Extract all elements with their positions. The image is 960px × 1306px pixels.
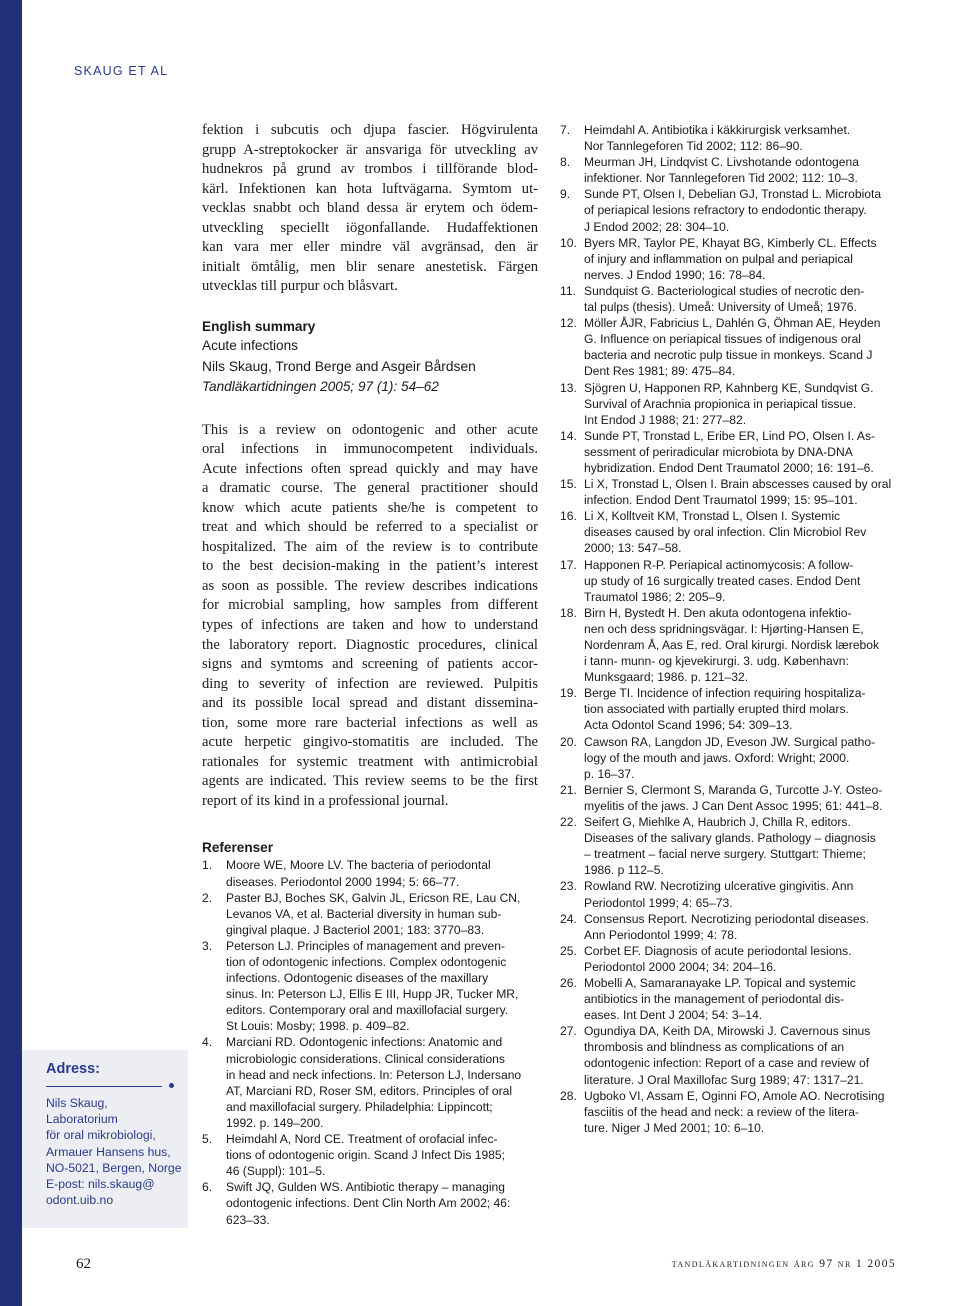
address-email-link[interactable]: E-post: nils.skaug@: [46, 1177, 155, 1192]
reference-line: tion of odontogenic infections. Complex odontogenic: [226, 955, 507, 969]
reference-number: 27.: [560, 1024, 577, 1039]
address-body: [46, 1095, 186, 1208]
reference-line: Berge TI. Incidence of infection requiring hospitaliza-: [584, 686, 866, 701]
body-line: utveckling speciellt iögonfallande. Hudaffektionen: [202, 219, 538, 236]
body-paragraph: [202, 121, 538, 297]
summary-authors: Nils Skaug, Trond Berge and Asgeir Bårdsen: [202, 358, 476, 374]
abstract-line: treat and which should be referred to a specialist or: [202, 519, 538, 536]
reference-line: Levanos VA, et al. Bacterial diversity in human sub-: [226, 906, 502, 921]
reference-item: [560, 734, 900, 782]
reference-line: Sundquist G. Bacteriological studies of necrotic den-: [584, 283, 865, 298]
reference-number: 28.: [560, 1088, 577, 1103]
reference-number: 5.: [202, 1132, 213, 1147]
reference-item: [560, 1088, 900, 1136]
body-line: kan vara mer eller mindre väl avgränsad, den är: [202, 239, 538, 255]
reference-item: [202, 1034, 538, 1131]
left-accent-bar: [0, 0, 22, 1306]
reference-line: Möller ÅJR, Fabricius L, Dahlén G, Öhman AE, Heyden: [584, 316, 881, 331]
reference-number: 6.: [202, 1180, 213, 1195]
reference-line: fasciitis of the head and neck: a review of the litera-: [584, 1104, 859, 1119]
reference-number: 24.: [560, 911, 577, 926]
reference-item: [560, 975, 900, 1023]
abstract-text: [202, 421, 538, 812]
abstract-line: as soon as possible. The review describes indications: [202, 577, 538, 594]
reference-line: 46 (Suppl): 101–5.: [226, 1164, 326, 1179]
address-line: Laboratorium: [46, 1112, 118, 1127]
reference-number: 14.: [560, 428, 577, 443]
reference-line: thrombosis and blindness as complications of an: [584, 1040, 845, 1055]
reference-item: [560, 878, 900, 910]
reference-list-right: [560, 122, 900, 1136]
reference-item: [202, 1179, 538, 1227]
reference-number: 4.: [202, 1035, 213, 1050]
reference-line: bacteria and necrotic pulp tissue in monkeys. Scand J: [584, 348, 873, 363]
abstract-line: the laboratory report. Diagnostic procedures, clinical: [202, 636, 538, 653]
abstract-line: rationales for systemic treatment with antimicrobial: [202, 753, 538, 770]
reference-line: Birn H, Bystedt H. Den akuta odontogena infektio-: [584, 605, 852, 620]
reference-item: [202, 857, 538, 889]
reference-line: Sunde PT, Tronstad L, Eribe ER, Lind PO, Olsen I. As-: [584, 428, 876, 443]
reference-line: editors. Contemporary oral and maxillofacial surgery.: [226, 1003, 509, 1018]
reference-line: microbiologic considerations. Clinical considerations: [226, 1051, 505, 1066]
reference-line: Sjögren U, Happonen RP, Kahnberg KE, Sundqvist G.: [584, 380, 874, 395]
reference-line: Byers MR, Taylor PE, Khayat BG, Kimberly CL. Effects: [584, 235, 877, 250]
reference-item: [560, 186, 900, 234]
reference-number: 21.: [560, 782, 577, 797]
reference-line: eases. Int Dent J 2004; 54: 3–14.: [584, 1008, 763, 1023]
address-line: NO-5021, Bergen, Norge: [46, 1160, 182, 1175]
bullet-dot-icon: [169, 1083, 174, 1088]
reference-item: [560, 428, 900, 476]
reference-line: Sunde PT, Olsen I, Debelian GJ, Tronstad L. Microbiota: [584, 187, 882, 202]
reference-line: Li X, Tronstad L, Olsen I. Brain abscesses caused by oral: [584, 477, 892, 492]
running-head: SKAUG ET AL: [74, 64, 169, 78]
reference-item: [560, 685, 900, 733]
reference-number: 23.: [560, 879, 577, 894]
reference-number: 2.: [202, 890, 213, 905]
reference-number: 26.: [560, 975, 577, 990]
reference-number: 13.: [560, 380, 577, 395]
reference-number: 11.: [560, 283, 576, 298]
address-line: Nils Skaug,: [46, 1096, 108, 1110]
reference-line: Swift JQ, Gulden WS. Antibiotic therapy – managing: [226, 1180, 505, 1195]
reference-line: Seifert G, Miehlke A, Haubrich J, Chilla R, editors.: [584, 815, 851, 830]
reference-line: AT, Marciani RD, Roser SM, editors. Principles of oral: [226, 1083, 513, 1098]
reference-number: 7.: [560, 123, 571, 137]
abstract-line: acute herpetic gingivo-stomatitis are included. The: [202, 734, 538, 751]
reference-number: 3.: [202, 938, 213, 953]
reference-line: Rowland RW. Necrotizing ulcerative gingivitis. Ann: [584, 879, 854, 894]
reference-line: Int Endod J 1988; 21: 277–82.: [584, 412, 747, 427]
reference-line: literature. J Oral Maxillofac Surg 1989; 47: 1317–21.: [584, 1072, 864, 1087]
reference-line: Munksgaard; 1986. p. 121–32.: [584, 670, 749, 685]
reference-line: Ogundiya DA, Keith DA, Mirowski J. Cavernous sinus: [584, 1024, 871, 1039]
reference-item: [560, 814, 900, 878]
abstract-line: types of infections are taken and how to understand: [202, 616, 538, 633]
reference-item: [560, 380, 900, 428]
reference-line: diseases. Periodontol 2000 1994; 5: 66–77.: [226, 874, 460, 889]
reference-number: 8.: [560, 155, 571, 170]
reference-item: [560, 943, 900, 975]
abstract-line: report of its kind in a professional journal.: [202, 792, 449, 809]
reference-line: up study of 16 surgically treated cases. Endod Dent: [584, 573, 861, 588]
reference-line: sessment of periradicular microbiota by DNA-DNA: [584, 444, 853, 459]
reference-number: 17.: [560, 557, 577, 572]
reference-number: 12.: [560, 316, 577, 331]
reference-number: 15.: [560, 477, 577, 492]
abstract-line: agents are indicated. This review seems to be the first: [202, 773, 538, 790]
reference-number: 18.: [560, 605, 577, 620]
address-line: för oral mikrobiologi,: [46, 1128, 156, 1143]
reference-line: Dent Res 1981; 89: 475–84.: [584, 364, 736, 379]
address-line: Armauer Hansens hus,: [46, 1144, 171, 1159]
reference-line: G. Influence on periapical tissues of indigenous oral: [584, 332, 861, 347]
reference-line: Moore WE, Moore LV. The bacteria of periodontal: [226, 858, 491, 873]
reference-line: Consensus Report. Necrotizing periodontal diseases.: [584, 911, 870, 926]
reference-line: Acta Odontol Scand 1996; 54: 309–13.: [584, 718, 793, 733]
reference-number: 25.: [560, 943, 577, 958]
reference-line: tion associated with partially erupted third molars.: [584, 702, 849, 717]
reference-line: Mobelli A, Samaranayake LP. Topical and systemic: [584, 975, 856, 990]
english-summary: [202, 317, 538, 397]
reference-line: Nordenram Å, Aas E, red. Oral kirurgi. Nordisk lærebok: [584, 638, 880, 652]
reference-line: Marciani RD. Odontogenic infections: Anatomic and: [226, 1035, 503, 1050]
reference-line: 1992. p. 149–200.: [226, 1115, 324, 1130]
reference-line: logy of the mouth and jaws. Oxford: Wright; 2000.: [584, 750, 850, 765]
reference-line: Periodontol 2000 2004; 34: 204–16.: [584, 959, 777, 974]
reference-number: 9.: [560, 187, 571, 202]
reference-item: [560, 283, 900, 315]
reference-line: diseases caused by oral infection. Clin Microbiol Rev: [584, 525, 867, 540]
abstract-line: This is a review on odontogenic and other acute: [202, 421, 538, 438]
reference-item: [560, 605, 900, 685]
reference-line: tal pulps (thesis). Umeå: University of Umeå; 1976.: [584, 300, 857, 315]
reference-line: St Louis: Mosby; 1998. p. 409–82.: [226, 1019, 410, 1034]
reference-item: [560, 315, 900, 379]
reference-line: 1986. p 112–5.: [584, 863, 664, 878]
journal-footer: tandläkartidningen årg 97 nr 1 2005: [671, 1258, 896, 1270]
abstract-line: oral infections in immunocompetent individuals.: [202, 441, 538, 458]
reference-line: Nor Tannlegeforen Tid 2002; 112: 86–90.: [584, 139, 803, 154]
reference-line: Meurman JH, Lindqvist C. Livshotande odontogena: [584, 155, 859, 170]
reference-line: odontogenic infections. Dent Clin North Am 2002; 46:: [226, 1196, 511, 1211]
reference-line: nerves. J Endod 1990; 16: 78–84.: [584, 267, 766, 282]
reference-number: 19.: [560, 686, 577, 701]
main-column: [202, 121, 538, 1228]
reference-line: ture. Niger J Med 2001; 10: 6–10.: [584, 1120, 765, 1135]
reference-item: [560, 782, 900, 814]
reference-line: tions of odontogenic origin. Scand J Infect Dis 1985;: [226, 1148, 506, 1163]
reference-item: [560, 476, 900, 508]
body-line: utvecklas till purpur och blåsvart.: [202, 278, 398, 294]
abstract-line: Acute infections often spread quickly and may have: [202, 460, 538, 477]
reference-line: Corbet EF. Diagnosis of acute periodontal lesions.: [584, 943, 852, 958]
body-line: initialt ömtålig, men blir senare anestetisk. Färgen: [202, 258, 538, 275]
summary-title: Acute infections: [202, 337, 298, 353]
reference-item: [202, 938, 538, 1035]
reference-line: odontogenic infection: Report of a case and review of: [584, 1056, 870, 1071]
reference-line: myelitis of the jaws. J Can Dent Assoc 1995; 61: 441–8.: [584, 798, 883, 813]
reference-line: J Endod 2002; 28: 304–10.: [584, 219, 730, 234]
reference-line: Periodontol 1999; 4: 65–73.: [584, 895, 733, 910]
reference-item: [560, 154, 900, 186]
reference-item: [202, 890, 538, 938]
abstract-line: signs and symtoms and screening of patients accor-: [202, 656, 538, 673]
address-email-link[interactable]: odont.uib.no: [46, 1193, 114, 1208]
body-line: kärl. Infektionen kan hota luftvägarna. Symtom ut-: [202, 180, 538, 197]
reference-line: infection. Endod Dent Traumatol 1999; 15: 95–101.: [584, 493, 858, 508]
abstract-line: hospitalized. The aim of the review is to contribute: [202, 538, 538, 555]
reference-item: [560, 557, 900, 605]
reference-line: Ugboko VI, Assam E, Oginni FO, Amole AO. Necrotising: [584, 1088, 885, 1103]
reference-line: Li X, Kolltveit KM, Tronstad L, Olsen I. Systemic: [584, 509, 841, 524]
reference-line: antibiotics in the management of periodontal dis-: [584, 992, 845, 1007]
abstract-line: for microbial sampling, how samples from different: [202, 597, 538, 614]
abstract-line: to the best decision-making in the patient’s interest: [202, 558, 538, 575]
abstract-line: and its possible local spread and distant dissemina-: [202, 695, 538, 712]
reference-line: infections. Odontogenic diseases of the maxillary: [226, 971, 489, 986]
reference-item: [560, 508, 900, 556]
reference-line: sinus. In: Peterson LJ, Ellis E III, Hupp JR, Tucker MR,: [226, 987, 519, 1002]
reference-line: i tann- munn- og kjevekirurgi. 3. udg. København:: [584, 654, 849, 669]
reference-line: Bernier S, Clermont S, Maranda G, Turcotte J-Y. Osteo-: [584, 782, 883, 797]
reference-line: Traumatol 1986; 2: 205–9.: [584, 589, 726, 604]
body-line: grupp A-streptokocker är ansvariga för utveckling av: [202, 141, 538, 158]
reference-line: in head and neck infections. In: Peterson LJ, Indersano: [226, 1067, 522, 1082]
reference-number: 20.: [560, 734, 577, 749]
reference-line: Diseases of the salivary glands. Pathology – diagnosis: [584, 831, 876, 846]
reference-line: of injury and inflammation on pulpal and periapical: [584, 251, 853, 266]
reference-line: – treatment – facial nerve surgery. Stuttgart: Thieme;: [584, 847, 866, 862]
reference-line: Peterson LJ. Principles of management and preven-: [226, 938, 505, 953]
reference-line: Ann Periodontol 1999; 4: 78.: [584, 927, 738, 942]
abstract-line: know which acute patients she/he is competent to: [202, 499, 538, 516]
references-heading: Referenser: [202, 840, 274, 856]
abstract-line: ding to severity of infection are reviewed. Pulpitis: [202, 675, 538, 692]
reference-line: Heimdahl A, Nord CE. Treatment of orofacial infec-: [226, 1132, 498, 1147]
reference-line: hybridization. Endod Dent Traumatol 2000; 16: 191–6.: [584, 460, 874, 475]
reference-number: 16.: [560, 509, 577, 524]
reference-number: 1.: [202, 858, 213, 873]
summary-citation: Tandläkartidningen 2005; 97 (1): 54–62: [202, 378, 439, 394]
reference-item: [560, 1023, 900, 1087]
reference-item: [560, 122, 900, 154]
address-divider: [46, 1086, 162, 1087]
reference-number: 22.: [560, 815, 577, 830]
address-title: Adress:: [46, 1061, 100, 1077]
reference-line: nen och dess spridningsvägar. I: Hjørting-Hansen E,: [584, 621, 864, 636]
reference-line: p. 16–37.: [584, 766, 635, 781]
reference-list-left: [202, 857, 538, 1227]
body-line: hudnekros på grund av trombos i tillförande blod-: [202, 161, 538, 177]
body-line: vecklas snabbt och bland dessa är erytem och ödem-: [202, 200, 538, 216]
summary-label: English summary: [202, 318, 316, 334]
reference-line: Happonen R-P. Periapical actinomycosis: A follow-: [584, 557, 854, 572]
reference-number: 10.: [560, 235, 577, 250]
reference-item: [202, 1131, 538, 1179]
body-line: fektion i subcutis och djupa fascier. Högvirulenta: [202, 122, 538, 138]
abstract-line: tion, some more rare bacterial infections as well as: [202, 714, 538, 731]
reference-line: infektioner. Nor Tannlegeforen Tid 2002; 112: 10–3.: [584, 171, 858, 186]
page-number: 62: [76, 1256, 91, 1272]
reference-line: of periapical lesions refractory to endodontic therapy.: [584, 203, 867, 218]
reference-line: Survival of Arachnia propionica in periapical tissue.: [584, 396, 857, 411]
reference-line: 623–33.: [226, 1212, 270, 1227]
reference-line: gingival plaque. J Bacteriol 2001; 183: 3770–83.: [226, 922, 485, 937]
reference-line: Heimdahl A. Antibiotika i käkkirurgisk verksamhet.: [584, 123, 851, 137]
reference-line: and maxillofacial surgery. Philadelphia: Lippincott;: [226, 1099, 493, 1114]
abstract-line: a dramatic course. The general practitioner should: [202, 480, 538, 497]
reference-column-right: [560, 122, 900, 1136]
reference-item: [560, 911, 900, 943]
reference-line: Paster BJ, Boches SK, Galvin JL, Ericson RE, Lau CN,: [226, 890, 521, 905]
reference-item: [560, 235, 900, 283]
reference-line: 2000; 13: 547–58.: [584, 541, 682, 556]
reference-line: Cawson RA, Langdon JD, Eveson JW. Surgical patho-: [584, 734, 876, 749]
